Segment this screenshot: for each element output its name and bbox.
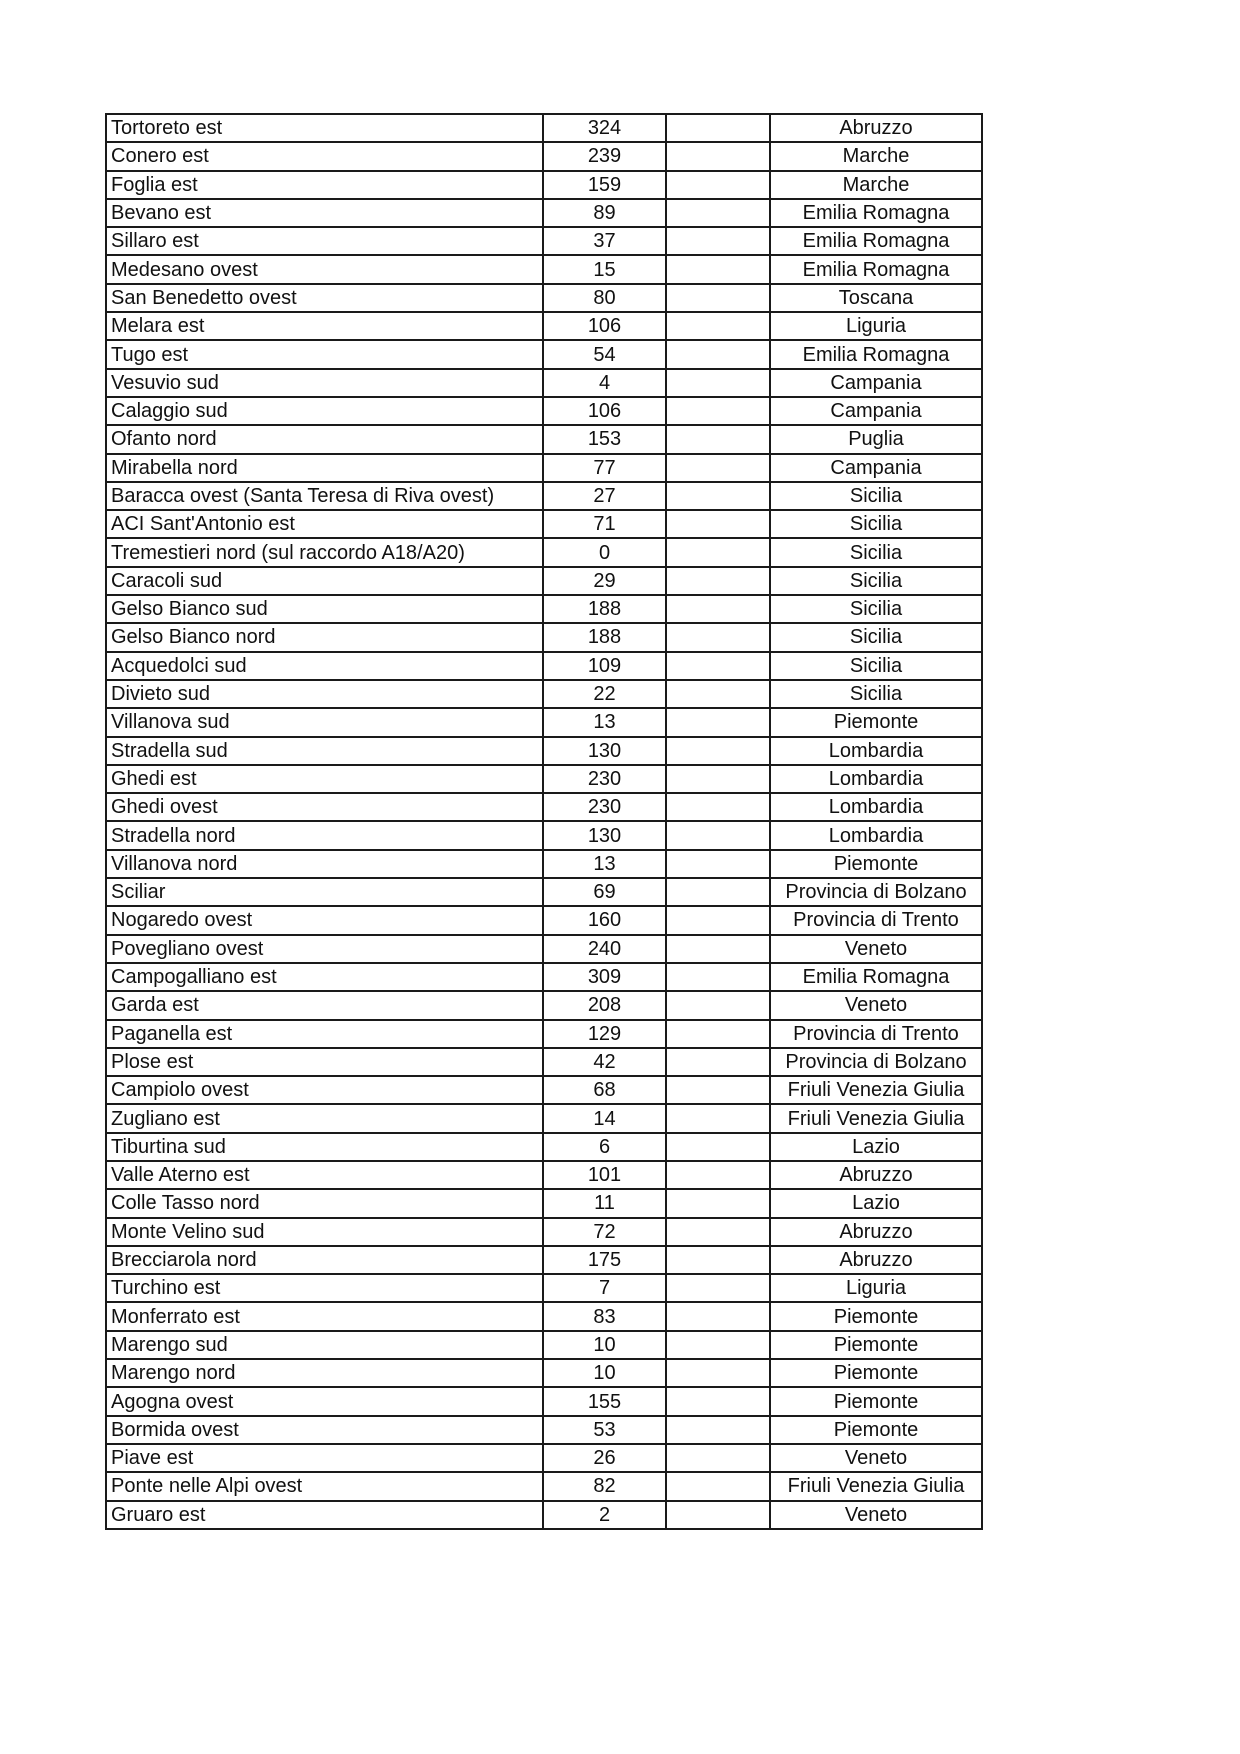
empty-cell [666, 482, 770, 510]
value-cell: 68 [543, 1076, 666, 1104]
table-row [106, 1416, 982, 1444]
table-row [106, 1331, 982, 1359]
table-row [106, 1274, 982, 1302]
name-cell: Acquedolci sud [106, 652, 543, 680]
value-cell: 130 [543, 737, 666, 765]
value-cell: 239 [543, 142, 666, 170]
value-cell: 159 [543, 171, 666, 199]
region-cell: Piemonte [770, 1359, 982, 1387]
value-cell: 89 [543, 199, 666, 227]
value-cell: 80 [543, 284, 666, 312]
region-cell: Marche [770, 171, 982, 199]
empty-cell [666, 454, 770, 482]
value-cell: 155 [543, 1387, 666, 1415]
name-cell: Baracca ovest (Santa Teresa di Riva ovest) [106, 482, 543, 510]
name-cell: Povegliano ovest [106, 935, 543, 963]
name-cell: Plose est [106, 1048, 543, 1076]
table-row [106, 595, 982, 623]
value-cell: 188 [543, 595, 666, 623]
name-cell: Turchino est [106, 1274, 543, 1302]
empty-cell [666, 1359, 770, 1387]
empty-cell [666, 1387, 770, 1415]
empty-cell [666, 1048, 770, 1076]
value-cell: 53 [543, 1416, 666, 1444]
region-cell: Sicilia [770, 567, 982, 595]
name-cell: Ofanto nord [106, 425, 543, 453]
value-cell: 324 [543, 114, 666, 142]
region-cell: Piemonte [770, 1331, 982, 1359]
name-cell: Stradella nord [106, 821, 543, 849]
name-cell: Piave est [106, 1444, 543, 1472]
value-cell: 188 [543, 623, 666, 651]
region-cell: Lombardia [770, 737, 982, 765]
region-cell: Veneto [770, 1501, 982, 1529]
region-cell: Provincia di Trento [770, 906, 982, 934]
table-row [106, 142, 982, 170]
value-cell: 26 [543, 1444, 666, 1472]
value-cell: 4 [543, 369, 666, 397]
data-table [105, 113, 983, 1530]
value-cell: 101 [543, 1161, 666, 1189]
name-cell: Sillaro est [106, 227, 543, 255]
region-cell: Emilia Romagna [770, 255, 982, 283]
region-cell: Lombardia [770, 765, 982, 793]
name-cell: Foglia est [106, 171, 543, 199]
region-cell: Piemonte [770, 1416, 982, 1444]
value-cell: 83 [543, 1302, 666, 1330]
empty-cell [666, 1302, 770, 1330]
value-cell: 11 [543, 1189, 666, 1217]
name-cell: Bevano est [106, 199, 543, 227]
name-cell: Sciliar [106, 878, 543, 906]
value-cell: 0 [543, 538, 666, 566]
region-cell: Liguria [770, 1274, 982, 1302]
empty-cell [666, 708, 770, 736]
name-cell: Gelso Bianco sud [106, 595, 543, 623]
empty-cell [666, 1076, 770, 1104]
name-cell: Campiolo ovest [106, 1076, 543, 1104]
empty-cell [666, 1218, 770, 1246]
empty-cell [666, 1189, 770, 1217]
table-row [106, 652, 982, 680]
region-cell: Sicilia [770, 595, 982, 623]
name-cell: Marengo nord [106, 1359, 543, 1387]
empty-cell [666, 1104, 770, 1132]
region-cell: Provincia di Trento [770, 1020, 982, 1048]
empty-cell [666, 1246, 770, 1274]
empty-cell [666, 680, 770, 708]
table-row [106, 906, 982, 934]
empty-cell [666, 1020, 770, 1048]
empty-cell [666, 397, 770, 425]
value-cell: 2 [543, 1501, 666, 1529]
table-row [106, 567, 982, 595]
table-row [106, 963, 982, 991]
name-cell: Villanova sud [106, 708, 543, 736]
name-cell: Caracoli sud [106, 567, 543, 595]
name-cell: Campogalliano est [106, 963, 543, 991]
name-cell: Tremestieri nord (sul raccordo A18/A20) [106, 538, 543, 566]
empty-cell [666, 737, 770, 765]
table-row [106, 765, 982, 793]
value-cell: 175 [543, 1246, 666, 1274]
table-row [106, 1444, 982, 1472]
region-cell: Lombardia [770, 821, 982, 849]
table-row [106, 935, 982, 963]
value-cell: 22 [543, 680, 666, 708]
empty-cell [666, 1331, 770, 1359]
table-row [106, 227, 982, 255]
empty-cell [666, 255, 770, 283]
name-cell: Gelso Bianco nord [106, 623, 543, 651]
value-cell: 230 [543, 793, 666, 821]
region-cell: Emilia Romagna [770, 227, 982, 255]
region-cell: Lazio [770, 1133, 982, 1161]
region-cell: Sicilia [770, 680, 982, 708]
table-row [106, 1189, 982, 1217]
name-cell: Nogaredo ovest [106, 906, 543, 934]
value-cell: 208 [543, 991, 666, 1019]
name-cell: Villanova nord [106, 850, 543, 878]
name-cell: Garda est [106, 991, 543, 1019]
region-cell: Sicilia [770, 482, 982, 510]
empty-cell [666, 425, 770, 453]
name-cell: Mirabella nord [106, 454, 543, 482]
empty-cell [666, 199, 770, 227]
region-cell: Piemonte [770, 1302, 982, 1330]
table-row [106, 397, 982, 425]
value-cell: 77 [543, 454, 666, 482]
empty-cell [666, 793, 770, 821]
empty-cell [666, 850, 770, 878]
region-cell: Abruzzo [770, 1218, 982, 1246]
value-cell: 230 [543, 765, 666, 793]
region-cell: Sicilia [770, 623, 982, 651]
region-cell: Campania [770, 397, 982, 425]
table-row [106, 538, 982, 566]
table-row [106, 1387, 982, 1415]
name-cell: Tortoreto est [106, 114, 543, 142]
name-cell: Vesuvio sud [106, 369, 543, 397]
table-row [106, 1104, 982, 1132]
name-cell: Tiburtina sud [106, 1133, 543, 1161]
value-cell: 15 [543, 255, 666, 283]
empty-cell [666, 142, 770, 170]
region-cell: Veneto [770, 1444, 982, 1472]
empty-cell [666, 114, 770, 142]
name-cell: Marengo sud [106, 1331, 543, 1359]
table-row [106, 114, 982, 142]
region-cell: Campania [770, 454, 982, 482]
name-cell: ACI Sant'Antonio est [106, 510, 543, 538]
name-cell: Zugliano est [106, 1104, 543, 1132]
name-cell: Ponte nelle Alpi ovest [106, 1472, 543, 1500]
region-cell: Marche [770, 142, 982, 170]
table-row [106, 623, 982, 651]
region-cell: Abruzzo [770, 1161, 982, 1189]
empty-cell [666, 935, 770, 963]
region-cell: Veneto [770, 991, 982, 1019]
table-body [106, 114, 982, 1529]
region-cell: Toscana [770, 284, 982, 312]
table-row [106, 1359, 982, 1387]
table-row [106, 369, 982, 397]
name-cell: Paganella est [106, 1020, 543, 1048]
name-cell: Calaggio sud [106, 397, 543, 425]
value-cell: 82 [543, 1472, 666, 1500]
value-cell: 13 [543, 708, 666, 736]
region-cell: Emilia Romagna [770, 963, 982, 991]
table-row [106, 1048, 982, 1076]
empty-cell [666, 1444, 770, 1472]
name-cell: Divieto sud [106, 680, 543, 708]
table-row [106, 1161, 982, 1189]
empty-cell [666, 1133, 770, 1161]
name-cell: Ghedi est [106, 765, 543, 793]
value-cell: 6 [543, 1133, 666, 1161]
region-cell: Emilia Romagna [770, 340, 982, 368]
empty-cell [666, 821, 770, 849]
empty-cell [666, 510, 770, 538]
name-cell: San Benedetto ovest [106, 284, 543, 312]
region-cell: Lombardia [770, 793, 982, 821]
table-row [106, 737, 982, 765]
name-cell: Conero est [106, 142, 543, 170]
empty-cell [666, 878, 770, 906]
table-row [106, 878, 982, 906]
empty-cell [666, 765, 770, 793]
value-cell: 10 [543, 1331, 666, 1359]
table-row [106, 821, 982, 849]
value-cell: 106 [543, 312, 666, 340]
table-row [106, 1472, 982, 1500]
region-cell: Friuli Venezia Giulia [770, 1472, 982, 1500]
table-row [106, 510, 982, 538]
table-row [106, 793, 982, 821]
empty-cell [666, 623, 770, 651]
table-row [106, 1133, 982, 1161]
region-cell: Provincia di Bolzano [770, 1048, 982, 1076]
region-cell: Sicilia [770, 510, 982, 538]
value-cell: 13 [543, 850, 666, 878]
value-cell: 309 [543, 963, 666, 991]
region-cell: Emilia Romagna [770, 199, 982, 227]
value-cell: 106 [543, 397, 666, 425]
name-cell: Brecciarola nord [106, 1246, 543, 1274]
region-cell: Piemonte [770, 1387, 982, 1415]
region-cell: Sicilia [770, 538, 982, 566]
value-cell: 29 [543, 567, 666, 595]
empty-cell [666, 284, 770, 312]
empty-cell [666, 171, 770, 199]
table-row [106, 1076, 982, 1104]
name-cell: Monferrato est [106, 1302, 543, 1330]
name-cell: Tugo est [106, 340, 543, 368]
region-cell: Sicilia [770, 652, 982, 680]
value-cell: 27 [543, 482, 666, 510]
empty-cell [666, 595, 770, 623]
value-cell: 129 [543, 1020, 666, 1048]
value-cell: 130 [543, 821, 666, 849]
region-cell: Friuli Venezia Giulia [770, 1104, 982, 1132]
table-row [106, 340, 982, 368]
name-cell: Ghedi ovest [106, 793, 543, 821]
value-cell: 10 [543, 1359, 666, 1387]
empty-cell [666, 340, 770, 368]
region-cell: Friuli Venezia Giulia [770, 1076, 982, 1104]
value-cell: 37 [543, 227, 666, 255]
name-cell: Gruaro est [106, 1501, 543, 1529]
empty-cell [666, 963, 770, 991]
name-cell: Melara est [106, 312, 543, 340]
empty-cell [666, 1161, 770, 1189]
region-cell: Piemonte [770, 708, 982, 736]
empty-cell [666, 1472, 770, 1500]
value-cell: 71 [543, 510, 666, 538]
value-cell: 69 [543, 878, 666, 906]
region-cell: Abruzzo [770, 1246, 982, 1274]
name-cell: Bormida ovest [106, 1416, 543, 1444]
empty-cell [666, 538, 770, 566]
value-cell: 160 [543, 906, 666, 934]
table-row [106, 171, 982, 199]
empty-cell [666, 1274, 770, 1302]
value-cell: 42 [543, 1048, 666, 1076]
region-cell: Piemonte [770, 850, 982, 878]
region-cell: Veneto [770, 935, 982, 963]
table-row [106, 425, 982, 453]
table-row [106, 284, 982, 312]
table-row [106, 1501, 982, 1529]
table-row [106, 708, 982, 736]
table-row [106, 991, 982, 1019]
empty-cell [666, 906, 770, 934]
table-row [106, 255, 982, 283]
value-cell: 240 [543, 935, 666, 963]
table-row [106, 482, 982, 510]
empty-cell [666, 652, 770, 680]
table-row [106, 312, 982, 340]
region-cell: Abruzzo [770, 114, 982, 142]
region-cell: Lazio [770, 1189, 982, 1217]
table-row [106, 1218, 982, 1246]
region-cell: Puglia [770, 425, 982, 453]
empty-cell [666, 1501, 770, 1529]
value-cell: 14 [543, 1104, 666, 1132]
table-row [106, 680, 982, 708]
table-row [106, 1020, 982, 1048]
value-cell: 54 [543, 340, 666, 368]
table-row [106, 454, 982, 482]
empty-cell [666, 991, 770, 1019]
value-cell: 7 [543, 1274, 666, 1302]
name-cell: Agogna ovest [106, 1387, 543, 1415]
region-cell: Provincia di Bolzano [770, 878, 982, 906]
name-cell: Stradella sud [106, 737, 543, 765]
empty-cell [666, 227, 770, 255]
name-cell: Valle Aterno est [106, 1161, 543, 1189]
value-cell: 72 [543, 1218, 666, 1246]
table-row [106, 1246, 982, 1274]
region-cell: Campania [770, 369, 982, 397]
name-cell: Monte Velino sud [106, 1218, 543, 1246]
empty-cell [666, 312, 770, 340]
table-row [106, 850, 982, 878]
value-cell: 109 [543, 652, 666, 680]
table-row [106, 199, 982, 227]
table-row [106, 1302, 982, 1330]
empty-cell [666, 1416, 770, 1444]
empty-cell [666, 369, 770, 397]
region-cell: Liguria [770, 312, 982, 340]
name-cell: Colle Tasso nord [106, 1189, 543, 1217]
value-cell: 153 [543, 425, 666, 453]
empty-cell [666, 567, 770, 595]
name-cell: Medesano ovest [106, 255, 543, 283]
